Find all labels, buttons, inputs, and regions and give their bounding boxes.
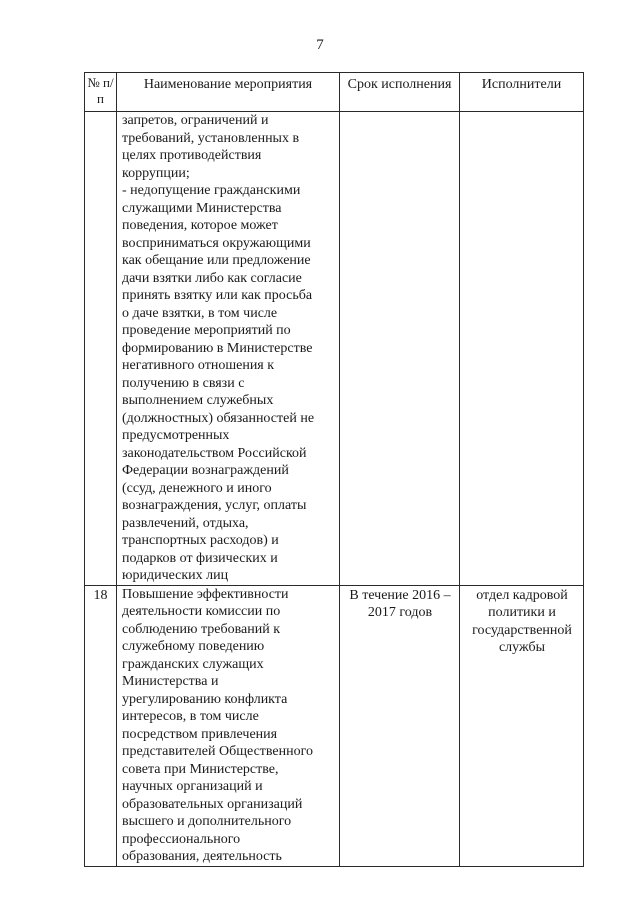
measure-name-cell [117,585,340,866]
text-line: выполнением служебных [122,393,274,408]
text-line: законодательством Российской [122,445,307,461]
header-number: № п/п [85,73,117,112]
text-line: формированию в Министерстве [122,340,313,356]
text-line: проведение мероприятий по [122,323,291,338]
text-line: образовательных организаций [122,796,303,812]
row-number: 18 [85,585,117,866]
text-line: служебному поведению [122,639,265,654]
term-cell [340,112,460,586]
measures-table [84,72,584,867]
text-line: посредством привлечения [122,726,278,742]
text-line: коррупции; [122,165,190,181]
text-line: профессионального [122,831,241,847]
table-header-row [85,73,584,112]
text-line: отдел кадровой [476,587,568,603]
text-line: о даче взятки, в том числе [122,305,278,321]
text-line: государственной [472,622,572,638]
text-line: урегулированию конфликта [122,691,288,707]
text-line: юридических лиц [122,568,229,583]
text-line: запретов, ограничений и [122,113,269,128]
text-line: образования, деятельность [122,849,282,864]
text-line: - недопущение гражданскими [122,183,301,198]
text-line: принять взятку или как просьба [122,288,313,303]
table-row [85,585,584,866]
text-line: целях противодействия [122,148,262,163]
header-executors: Исполнители [460,73,584,112]
text-line: предусмотренных [122,428,230,443]
table-row [85,112,584,586]
text-line: В течение 2016 – [349,587,451,603]
text-line: деятельности комиссии по [122,604,281,619]
text-line: как обещание или предложение [122,253,311,268]
term-cell [340,585,460,866]
text-line: дачи взятки либо как согласие [122,270,302,286]
text-line: политики и [488,605,556,620]
text-line: высшего и дополнительного [122,814,292,829]
text-line: развлечений, отдыха, [122,515,249,531]
executors-cell [460,112,584,586]
text-line: Федерации вознаграждений [122,463,289,478]
text-line: поведения, которое может [122,218,278,233]
executors-cell [460,585,584,866]
text-line: (ссуд, денежного и иного [122,480,272,496]
page-number: 7 [316,37,324,53]
text-line: служащими Министерства [122,200,282,216]
text-line: 2017 годов [367,605,433,620]
text-line: восприниматься окружающими [122,235,311,251]
text-line: службы [498,640,546,655]
header-term: Срок исполнения [340,73,460,112]
text-line: Министерства и [122,674,219,689]
text-line: соблюдению требований к [122,621,281,637]
text-line: Повышение эффективности [122,586,289,602]
text-line: научных организаций и [122,779,263,794]
measure-name-cell [117,112,340,586]
text-line: требований, установленных в [122,130,300,146]
row-number [85,112,117,586]
text-line: совета при Министерстве, [122,761,279,777]
text-line: гражданских служащих [122,656,264,672]
header-measure-name: Наименование мероприятия [117,73,340,112]
text-line: интересов, в том числе [122,709,259,724]
text-line: вознаграждения, услуг, оплаты [122,498,307,513]
text-line: получению в связи с [122,375,245,391]
text-line: транспортных расходов) и [122,533,279,548]
text-line: негативного отношения к [122,358,275,373]
text-line: подарков от физических и [122,550,278,566]
text-line: представителей Общественного [122,744,314,759]
text-line: (должностных) обязанностей не [122,410,315,426]
